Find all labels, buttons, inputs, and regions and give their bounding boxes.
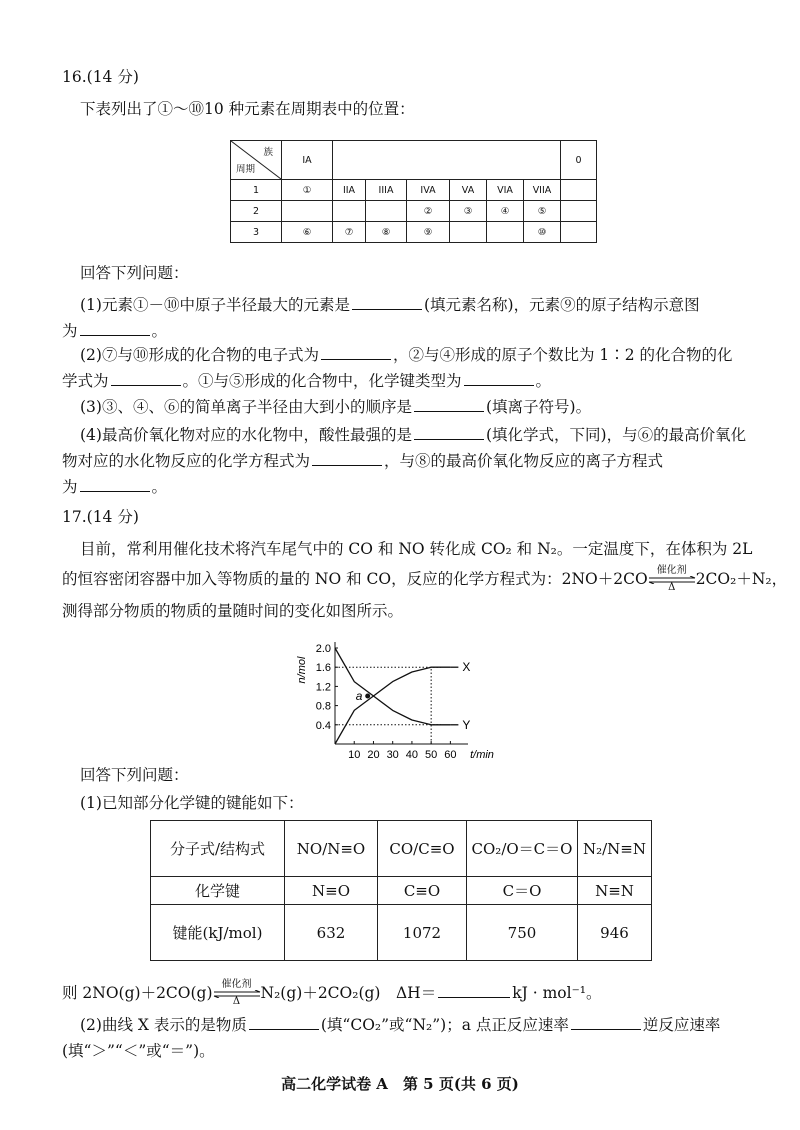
point-a-label: a xyxy=(355,689,363,703)
y-tick-label: 1.2 xyxy=(315,681,331,694)
answer-blank[interactable] xyxy=(414,425,484,440)
corner-group-label: 族 xyxy=(263,147,273,158)
element-cell: ⑤ xyxy=(524,201,561,222)
element-cell: ② xyxy=(407,201,450,222)
element-cell xyxy=(561,180,597,201)
q17-intro-line3: 测得部分物质的物质的量随时间的变化如图所示。 xyxy=(62,602,404,620)
group-header: IIA xyxy=(333,180,366,201)
x-tick-label: 20 xyxy=(367,749,380,761)
table-cell: 化学键 xyxy=(151,877,285,905)
q16-part4-line1: (4)最高价氧化物对应的水化物中，酸性最强的是 (填化学式，下同)，与⑥的最高价氧化 xyxy=(80,426,747,444)
answer-blank[interactable] xyxy=(571,1015,641,1030)
q17-part2-line1: (2)曲线 X 表示的是物质 (填“CO₂”或“N₂”)；a 点正反应速率 逆反应速率 xyxy=(80,1016,721,1034)
element-cell xyxy=(561,201,597,222)
table-cell: 键能(kJ/mol) xyxy=(151,905,285,961)
table-corner-cell xyxy=(231,141,282,180)
element-cell: ⑨ xyxy=(407,222,450,243)
q16-header: 16.(14 分) xyxy=(62,68,139,86)
table-cell: 946 xyxy=(578,905,652,961)
x-tick-label: 60 xyxy=(444,749,457,761)
element-cell xyxy=(450,222,487,243)
table-header-cell: CO₂/O＝C＝O xyxy=(467,821,578,877)
table-header-cell: CO/C≡O xyxy=(378,821,467,877)
q17-part1-equation: 则 2NO(g)＋2CO(g) 催化剂 Δ N₂(g)＋2CO₂(g) ΔH＝ kJ · mol⁻¹。 xyxy=(62,979,602,1007)
x-tick-label: 10 xyxy=(348,749,361,761)
element-cell xyxy=(487,222,524,243)
answer-blank[interactable] xyxy=(80,477,150,492)
amount-time-chart xyxy=(295,636,505,764)
q16-answer-prompt: 回答下列问题： xyxy=(80,264,189,282)
element-cell: ③ xyxy=(450,201,487,222)
series-label-y: Y xyxy=(462,717,471,732)
answer-blank[interactable] xyxy=(438,983,510,998)
table-cell: C＝O xyxy=(467,877,578,905)
q17-intro-line1: 目前，常利用催化技术将汽车尾气中的 CO 和 NO 转化成 CO₂ 和 N₂。一定温度下，在体积为 2L xyxy=(80,540,753,558)
element-cell: ⑧ xyxy=(366,222,407,243)
x-tick-label: 30 xyxy=(386,749,399,761)
x-axis-label: t/min xyxy=(470,749,494,761)
chart-reference-lines xyxy=(335,667,441,744)
y-axis-label: n/mol xyxy=(296,656,308,684)
x-tick-label: 50 xyxy=(425,749,438,761)
answer-blank[interactable] xyxy=(80,321,150,336)
periodic-table xyxy=(230,140,597,243)
q17-part2-line2: (填“＞”“＜”或“＝”)。 xyxy=(62,1042,215,1060)
q16-part2-line2: 学式为 。①与⑤形成的化合物中，化学键类型为 。 xyxy=(62,372,552,390)
table-header-cell: N₂/N≡N xyxy=(578,821,652,877)
page-footer: 高二化学试卷 A 第 5 页(共 6 页) xyxy=(281,1075,519,1093)
series-label-x: X xyxy=(462,660,471,675)
answer-blank[interactable] xyxy=(414,397,484,412)
element-cell: ⑩ xyxy=(524,222,561,243)
q16-part3: (3)③、④、⑥的简单离子半径由大到小的顺序是 (填离子符号)。 xyxy=(80,398,592,416)
q16-part4-line2: 物对应的水化物反应的化学方程式为 ，与⑧的最高价氧化物反应的离子方程式 xyxy=(62,452,664,470)
q17-intro-line2: 的恒容密闭容器中加入等物质的量的 NO 和 CO，反应的化学方程式为：2NO＋2CO 催化剂 Δ 2CO₂＋N₂， xyxy=(62,565,788,593)
group-header: 0 xyxy=(561,141,597,180)
table-blank-area xyxy=(333,141,561,180)
y-tick-label: 2.0 xyxy=(315,643,331,655)
q17-part1: (1)已知部分化学键的键能如下： xyxy=(80,794,304,812)
answer-blank[interactable] xyxy=(249,1015,319,1030)
corner-period-label: 周期 xyxy=(236,164,256,175)
y-tick-label: 0.8 xyxy=(315,700,331,713)
element-cell xyxy=(282,201,333,222)
q17-answer-prompt: 回答下列问题： xyxy=(80,766,189,784)
q16-part1-line2: 为 。 xyxy=(62,322,168,340)
chart-ticks xyxy=(316,643,457,761)
group-header: IVA xyxy=(407,180,450,201)
answer-blank[interactable] xyxy=(111,371,181,386)
group-header: VIIA xyxy=(524,180,561,201)
chart-series xyxy=(335,648,458,744)
point-a-marker xyxy=(365,694,370,699)
period-label: 1 xyxy=(231,180,282,201)
group-header: VA xyxy=(450,180,487,201)
q16-intro: 下表列出了①～⑩10 种元素在周期表中的位置： xyxy=(80,100,415,118)
reaction-arrow: 催化剂 Δ xyxy=(213,983,261,1005)
reaction-arrow: 催化剂 Δ xyxy=(648,569,696,591)
table-header-cell: 分子式/结构式 xyxy=(151,821,285,877)
group-header: IIIA xyxy=(366,180,407,201)
period-label: 3 xyxy=(231,222,282,243)
q16-part4-line3: 为 。 xyxy=(62,478,168,496)
group-header: VIA xyxy=(487,180,524,201)
element-cell: ① xyxy=(282,180,333,201)
table-cell: 750 xyxy=(467,905,578,961)
bond-energy-table xyxy=(150,820,652,961)
period-label: 2 xyxy=(231,201,282,222)
element-cell xyxy=(561,222,597,243)
answer-blank[interactable] xyxy=(464,371,534,386)
answer-blank[interactable] xyxy=(321,345,391,360)
table-cell: 632 xyxy=(285,905,378,961)
y-tick-label: 0.4 xyxy=(315,719,331,732)
x-tick-label: 40 xyxy=(405,749,419,761)
table-cell: C≡O xyxy=(378,877,467,905)
element-cell: ⑥ xyxy=(282,222,333,243)
element-cell: ④ xyxy=(487,201,524,222)
q17-header: 17.(14 分) xyxy=(62,508,139,526)
q16-part2-line1: (2)⑦与⑩形成的化合物的电子式为 ，②与④形成的原子个数比为 1∶2 的化合物的化 xyxy=(80,346,733,364)
table-cell: N≡O xyxy=(285,877,378,905)
element-cell: ⑦ xyxy=(333,222,366,243)
group-header: IA xyxy=(282,141,333,180)
element-cell xyxy=(366,201,407,222)
element-cell xyxy=(333,201,366,222)
answer-blank[interactable] xyxy=(352,295,422,310)
q16-part1-line1: (1)元素①－⑩中原子半径最大的元素是 (填元素名称)，元素⑨的原子结构示意图 xyxy=(80,296,700,314)
table-header-cell: NO/N≡O xyxy=(285,821,378,877)
table-cell: N≡N xyxy=(578,877,652,905)
y-tick-label: 1.6 xyxy=(315,662,331,675)
answer-blank[interactable] xyxy=(312,451,382,466)
table-cell: 1072 xyxy=(378,905,467,961)
